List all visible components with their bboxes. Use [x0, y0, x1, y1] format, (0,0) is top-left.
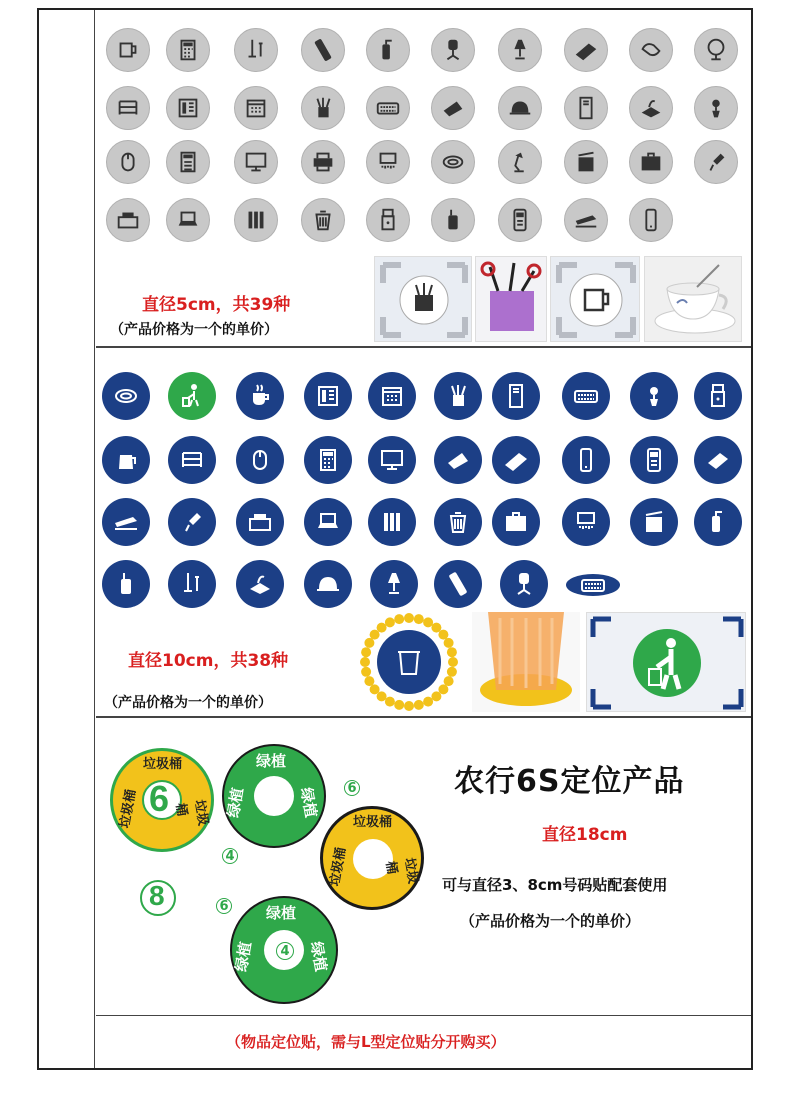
calendar-icon — [368, 372, 416, 420]
ring-label-trash-3: 垃圾桶 — [117, 788, 140, 830]
remote-icon — [434, 560, 482, 608]
printer-icon — [301, 140, 345, 184]
person-trash-icon — [168, 372, 216, 420]
trash-can-icon — [301, 198, 345, 242]
first-aid-icon — [492, 498, 540, 546]
fax-icon — [106, 198, 150, 242]
scanner-icon — [564, 28, 608, 72]
water-dispenser-icon — [366, 198, 410, 242]
calculator-icon — [166, 28, 210, 72]
phone-icon — [304, 372, 352, 420]
walkie-talkie-icon — [431, 198, 475, 242]
small-number-6a: 6 — [344, 780, 360, 796]
pen-holder-icon — [434, 372, 482, 420]
product-diameter: 直径18cm — [542, 825, 628, 845]
pc-tower-icon — [492, 372, 540, 420]
green-plant-ring-bottom — [230, 896, 338, 1004]
laptop-icon — [166, 198, 210, 242]
remote-icon — [301, 28, 345, 72]
office-chair-icon — [431, 28, 475, 72]
monitor-icon — [234, 140, 278, 184]
pc-tower-icon — [564, 86, 608, 130]
first-aid-icon — [629, 140, 673, 184]
ring-label-plant-2: 绿植 — [297, 786, 320, 819]
monitor-icon — [368, 436, 416, 484]
caption-5cm-size: 直径5cm，共39种 — [142, 295, 291, 315]
stapler-icon — [102, 498, 150, 546]
plant-icon — [694, 86, 738, 130]
keyboard-icon — [366, 86, 410, 130]
shredder-icon — [366, 140, 410, 184]
badge-number-8 — [140, 880, 176, 916]
shredder-icon — [562, 498, 610, 546]
copier-icon — [630, 498, 678, 546]
section-18cm — [96, 720, 751, 1016]
caption-10cm-price: （产品价格为一个的单价） — [104, 695, 272, 711]
yellow-trash-ring-left — [110, 748, 214, 852]
file-rack-icon — [106, 86, 150, 130]
product-note: 可与直径3、8cm号码贴配套使用 — [442, 876, 668, 894]
tape-icon — [431, 86, 475, 130]
photo-orange-bin — [472, 612, 580, 712]
ring-label-plant-3: 绿植 — [224, 786, 247, 819]
product-title: 农行6S定位产品 — [454, 764, 685, 799]
footer-section — [96, 1017, 751, 1070]
plant-icon — [630, 372, 678, 420]
caption-5cm-price: （产品价格为一个的单价） — [110, 322, 278, 338]
office-chair-icon — [500, 560, 548, 608]
ring-label-trash-6: 垃圾桶 — [327, 846, 350, 888]
calendar-icon — [234, 86, 278, 130]
tissue-icon — [236, 560, 284, 608]
mop-icon — [168, 560, 216, 608]
ring-number-6: 6 — [149, 778, 170, 819]
kettle-icon — [102, 436, 150, 484]
extinguisher-icon — [694, 498, 742, 546]
product-price: （产品价格为一个的单价） — [460, 912, 641, 930]
water-dispenser-icon — [694, 372, 742, 420]
pen-holder-icon — [301, 86, 345, 130]
lamp-icon — [498, 28, 542, 72]
ring-label-plant-6: 绿植 — [232, 940, 255, 973]
mobile-phone-icon — [629, 198, 673, 242]
desk-lamp-icon — [498, 140, 542, 184]
photo-green-trash-sticker — [586, 612, 746, 712]
mouse-icon — [106, 140, 150, 184]
cup-icon — [236, 372, 284, 420]
scanner-icon — [492, 436, 540, 484]
pos-terminal-icon — [498, 198, 542, 242]
hand-icon — [629, 28, 673, 72]
keyboard-icon — [566, 574, 620, 596]
badge-number-8-text: 8 — [149, 880, 165, 911]
helmet-icon — [304, 560, 352, 608]
fax-icon — [236, 498, 284, 546]
phone-icon — [166, 86, 210, 130]
photo-mug-sticker — [550, 256, 640, 342]
walkie-talkie-icon — [102, 560, 150, 608]
mop-icon — [234, 28, 278, 72]
ring-center-number-4: 4 — [276, 942, 294, 960]
ring-label-plant-5: 绿植 — [307, 940, 330, 973]
tissue-icon — [629, 86, 673, 130]
section-5cm — [96, 10, 751, 348]
ring-label-plant-4: 绿植 — [266, 904, 297, 922]
small-number-4a: 4 — [222, 848, 238, 864]
photo-purple-pen-cup — [475, 256, 547, 342]
lamp-icon — [370, 560, 418, 608]
mug-icon — [106, 28, 150, 72]
microphone-icon — [168, 498, 216, 546]
green-plant-ring-top — [222, 744, 326, 848]
ring-label-trash-2: 垃圾桶 — [172, 798, 211, 827]
binders-icon — [234, 198, 278, 242]
left-margin-column — [39, 10, 95, 1068]
ring-label-trash-5: 垃圾桶 — [382, 856, 421, 885]
stapler-icon — [564, 198, 608, 242]
photo-yellow-dot-ring — [350, 612, 468, 712]
pos-terminal-icon — [630, 436, 678, 484]
ashtray-icon — [102, 372, 150, 420]
fan-icon — [694, 28, 738, 72]
ring-label-plant: 绿植 — [256, 752, 287, 770]
keyboard-icon — [562, 372, 610, 420]
ring-label-trash: 垃圾桶 — [143, 757, 183, 772]
section-10cm — [96, 350, 751, 718]
trash-can-icon — [434, 498, 482, 546]
footer-note: （物品定位贴，需与L型定位贴分开购买） — [226, 1033, 506, 1051]
microphone-icon — [694, 140, 738, 184]
caption-10cm-size: 直径10cm，共38种 — [128, 651, 289, 671]
photo-teacup — [644, 256, 742, 342]
small-number-6b: 6 — [216, 898, 232, 914]
laptop-icon — [304, 498, 352, 546]
page-frame — [37, 8, 753, 1070]
mouse-icon — [236, 436, 284, 484]
ashtray-icon — [431, 140, 475, 184]
cash-counter-icon — [694, 436, 742, 484]
yellow-trash-ring-right — [320, 806, 424, 910]
file-rack-icon — [168, 436, 216, 484]
calculator-2-icon — [166, 140, 210, 184]
mobile-phone-icon — [562, 436, 610, 484]
binders-icon — [368, 498, 416, 546]
ring-label-trash-4: 垃圾桶 — [353, 815, 393, 830]
helmet-icon — [498, 86, 542, 130]
tape-icon — [434, 436, 482, 484]
extinguisher-icon — [366, 28, 410, 72]
copier-icon — [564, 140, 608, 184]
photo-pen-holder-sticker — [374, 256, 472, 342]
calculator-icon — [304, 436, 352, 484]
